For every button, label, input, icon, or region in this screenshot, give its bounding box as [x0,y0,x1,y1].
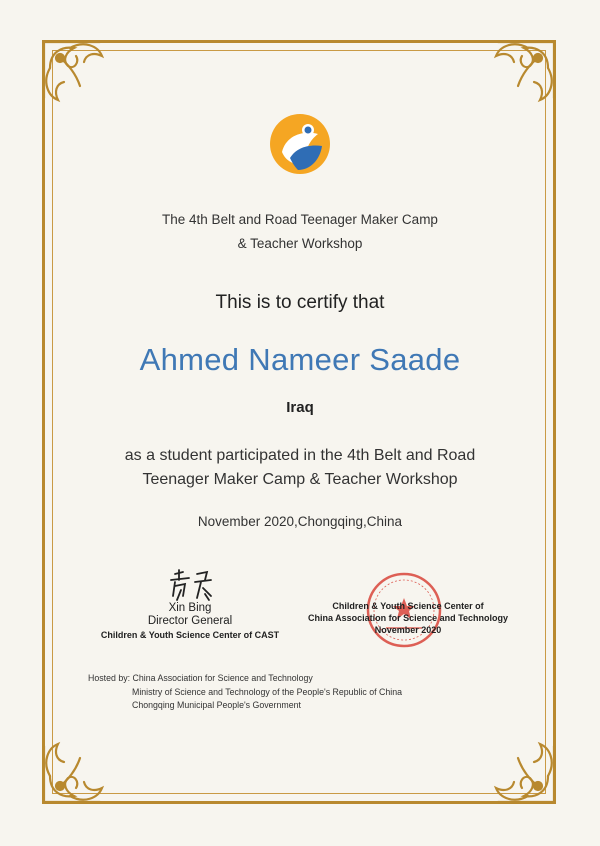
description-line1: as a student participated in the 4th Belt and Road [124,447,476,464]
signatory-left-organization: Children & Youth Science Center of CAST [100,630,280,640]
corner-ornament-icon [40,38,120,118]
certify-text: This is to certify that [215,292,385,313]
host-2: Ministry of Science and Technology of the People's Republic of China [132,686,402,697]
recipient-name: Ahmed Nameer Saade [139,342,461,377]
signatory-left [80,566,300,642]
host-1: China Association for Science and Technology [132,673,313,683]
corner-ornament-icon [478,38,558,118]
signatory-right-line2: China Association for Science and Technology [307,613,509,623]
description-line2: Teenager Maker Camp & Teacher Workshop [142,471,458,488]
signatory-right-line3: November 2020 [374,625,442,635]
signatory-right [300,600,516,636]
corner-ornament-icon [40,726,120,806]
signatory-left-title: Director General [147,615,233,627]
signatory-left-name: Xin Bing [168,602,212,614]
recipient-country: Iraq [286,399,314,416]
handwritten-signature-icon [145,566,235,602]
camp-logo-icon [268,112,332,176]
signatory-right-line1: Children & Youth Science Center of [332,601,484,611]
hosted-by [88,672,402,713]
event-title-line1: The 4th Belt and Road Teenager Maker Camp [162,212,438,227]
host-3: Chongqing Municipal People's Government [132,700,301,710]
corner-ornament-icon [478,726,558,806]
certificate-description [0,444,600,492]
hosted-by-label: Hosted by: [88,673,131,683]
date-location: November 2020,Chongqing,China [197,514,403,529]
event-title-line2: & Teacher Workshop [237,236,363,251]
event-title [0,208,600,256]
